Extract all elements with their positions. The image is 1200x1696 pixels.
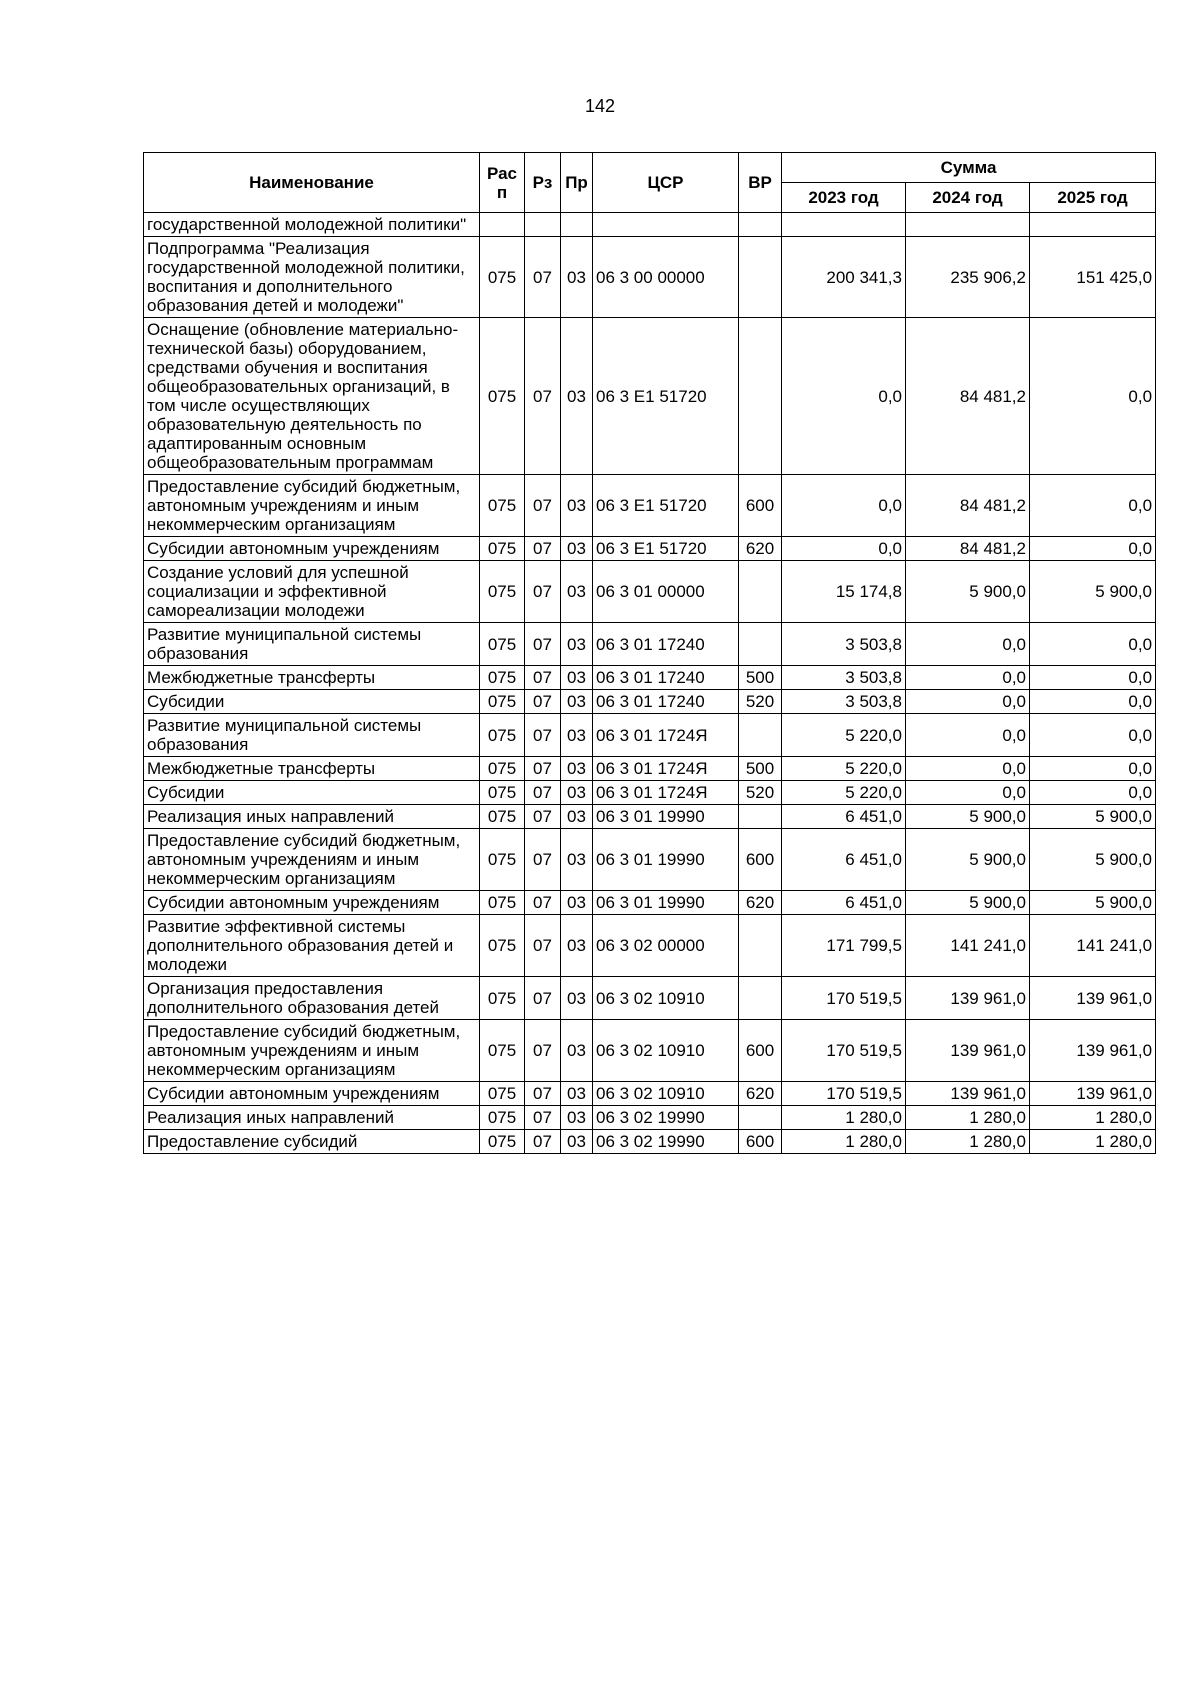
cell-pr: 03 (561, 666, 593, 690)
table-row (144, 318, 1156, 475)
table-row (144, 690, 1156, 714)
cell-sum-2024: 0,0 (906, 714, 1030, 757)
cell-rz: 07 (525, 537, 561, 561)
table-row (144, 213, 1156, 237)
table-row (144, 1130, 1156, 1154)
cell-sum-2023: 171 799,5 (782, 915, 906, 977)
cell-csr: 06 3 01 19990 (593, 891, 739, 915)
cell-rasp (480, 213, 525, 237)
cell-csr: 06 3 E1 51720 (593, 318, 739, 475)
cell-pr: 03 (561, 537, 593, 561)
cell-vr (739, 1106, 782, 1130)
cell-csr: 06 3 01 1724Я (593, 781, 739, 805)
header-year-2025: 2025 год (1030, 183, 1156, 213)
cell-sum-2025: 5 900,0 (1030, 561, 1156, 623)
table-row (144, 1020, 1156, 1082)
cell-sum-2025: 0,0 (1030, 781, 1156, 805)
cell-sum-2024: 0,0 (906, 690, 1030, 714)
header-year-2024: 2024 год (906, 183, 1030, 213)
header-vr: ВР (739, 153, 782, 213)
cell-vr: 600 (739, 1130, 782, 1154)
cell-sum-2023: 0,0 (782, 475, 906, 537)
cell-rasp: 075 (480, 237, 525, 318)
cell-pr (561, 213, 593, 237)
header-rz: Рз (525, 153, 561, 213)
cell-rz: 07 (525, 1082, 561, 1106)
cell-rz: 07 (525, 623, 561, 666)
cell-name: Реализация иных направлений (144, 1106, 480, 1130)
cell-csr: 06 3 01 1724Я (593, 714, 739, 757)
cell-rz: 07 (525, 475, 561, 537)
cell-name: Предоставление субсидий бюджетным, автономным учреждениям и иным некоммерческим организациям (144, 1020, 480, 1082)
cell-rasp: 075 (480, 757, 525, 781)
cell-sum-2024: 5 900,0 (906, 829, 1030, 891)
cell-sum-2025: 141 241,0 (1030, 915, 1156, 977)
cell-name: государственной молодежной политики" (144, 213, 480, 237)
cell-name: Субсидии (144, 781, 480, 805)
cell-name: Создание условий для успешной социализации и эффективной самореализации молодежи (144, 561, 480, 623)
cell-sum-2023: 5 220,0 (782, 714, 906, 757)
cell-sum-2024: 84 481,2 (906, 318, 1030, 475)
cell-pr: 03 (561, 1020, 593, 1082)
cell-vr (739, 623, 782, 666)
cell-sum-2025: 0,0 (1030, 318, 1156, 475)
cell-rasp: 075 (480, 1082, 525, 1106)
cell-sum-2024: 1 280,0 (906, 1130, 1030, 1154)
cell-pr: 03 (561, 714, 593, 757)
cell-sum-2023: 15 174,8 (782, 561, 906, 623)
cell-sum-2024: 0,0 (906, 666, 1030, 690)
cell-vr (739, 561, 782, 623)
cell-pr: 03 (561, 891, 593, 915)
cell-name: Развитие эффективной системы дополнительного образования детей и молодежи (144, 915, 480, 977)
cell-csr (593, 213, 739, 237)
cell-sum-2023: 170 519,5 (782, 1082, 906, 1106)
cell-rasp: 075 (480, 690, 525, 714)
cell-sum-2024: 84 481,2 (906, 537, 1030, 561)
cell-pr: 03 (561, 690, 593, 714)
cell-csr: 06 3 E1 51720 (593, 475, 739, 537)
cell-rasp: 075 (480, 805, 525, 829)
cell-vr: 500 (739, 666, 782, 690)
cell-rz: 07 (525, 237, 561, 318)
cell-sum-2025: 1 280,0 (1030, 1130, 1156, 1154)
cell-rz: 07 (525, 1130, 561, 1154)
header-csr: ЦСР (593, 153, 739, 213)
table-row (144, 714, 1156, 757)
table-row (144, 237, 1156, 318)
cell-sum-2024: 0,0 (906, 781, 1030, 805)
cell-pr: 03 (561, 781, 593, 805)
header-year-2023: 2023 год (782, 183, 906, 213)
table-row (144, 666, 1156, 690)
cell-rz: 07 (525, 714, 561, 757)
cell-pr: 03 (561, 977, 593, 1020)
cell-vr: 620 (739, 537, 782, 561)
cell-rz: 07 (525, 1020, 561, 1082)
cell-pr: 03 (561, 1082, 593, 1106)
cell-sum-2023: 6 451,0 (782, 805, 906, 829)
cell-vr (739, 714, 782, 757)
table-header (144, 153, 1156, 213)
cell-sum-2023: 0,0 (782, 318, 906, 475)
cell-sum-2024: 5 900,0 (906, 561, 1030, 623)
cell-sum-2023: 6 451,0 (782, 891, 906, 915)
cell-vr: 520 (739, 781, 782, 805)
budget-table (143, 152, 1156, 1154)
cell-name: Оснащение (обновление материально-технической базы) оборудованием, средствами обучения и воспитания общеобразовательных организаций, в том числе осуществляющих образовательную деятельность по адаптированным основным общеобразовательным программам (144, 318, 480, 475)
table-body (144, 213, 1156, 1154)
cell-rasp: 075 (480, 781, 525, 805)
cell-pr: 03 (561, 237, 593, 318)
cell-vr (739, 237, 782, 318)
table-row (144, 977, 1156, 1020)
page-number: 142 (584, 96, 616, 116)
cell-rz: 07 (525, 1106, 561, 1130)
table-row (144, 805, 1156, 829)
cell-sum-2025: 139 961,0 (1030, 977, 1156, 1020)
cell-vr (739, 213, 782, 237)
cell-sum-2025: 0,0 (1030, 475, 1156, 537)
cell-sum-2024 (906, 213, 1030, 237)
cell-sum-2024: 0,0 (906, 623, 1030, 666)
cell-csr: 06 3 01 17240 (593, 623, 739, 666)
cell-sum-2023: 5 220,0 (782, 781, 906, 805)
table-row (144, 1082, 1156, 1106)
table-row (144, 757, 1156, 781)
cell-sum-2023: 1 280,0 (782, 1106, 906, 1130)
header-pr: Пр (561, 153, 593, 213)
cell-pr: 03 (561, 1106, 593, 1130)
cell-name: Межбюджетные трансферты (144, 666, 480, 690)
cell-pr: 03 (561, 623, 593, 666)
cell-name: Субсидии автономным учреждениям (144, 891, 480, 915)
cell-sum-2024: 84 481,2 (906, 475, 1030, 537)
cell-sum-2023: 170 519,5 (782, 977, 906, 1020)
cell-vr: 520 (739, 690, 782, 714)
cell-sum-2025: 0,0 (1030, 714, 1156, 757)
cell-csr: 06 3 02 00000 (593, 915, 739, 977)
cell-name: Субсидии (144, 690, 480, 714)
cell-sum-2023: 170 519,5 (782, 1020, 906, 1082)
cell-name: Подпрограмма "Реализация государственной молодежной политики, воспитания и дополнительного образования детей и молодежи" (144, 237, 480, 318)
cell-rz: 07 (525, 666, 561, 690)
cell-rasp: 075 (480, 666, 525, 690)
cell-sum-2025: 139 961,0 (1030, 1082, 1156, 1106)
cell-rz (525, 213, 561, 237)
cell-pr: 03 (561, 475, 593, 537)
cell-sum-2024: 0,0 (906, 757, 1030, 781)
cell-csr: 06 3 02 10910 (593, 1082, 739, 1106)
table-row (144, 623, 1156, 666)
cell-rasp: 075 (480, 537, 525, 561)
cell-sum-2024: 5 900,0 (906, 805, 1030, 829)
cell-rz: 07 (525, 757, 561, 781)
cell-csr: 06 3 02 10910 (593, 977, 739, 1020)
cell-csr: 06 3 02 19990 (593, 1130, 739, 1154)
cell-vr (739, 318, 782, 475)
cell-csr: 06 3 01 17240 (593, 666, 739, 690)
table-row (144, 537, 1156, 561)
cell-rasp: 075 (480, 561, 525, 623)
cell-csr: 06 3 01 17240 (593, 690, 739, 714)
cell-pr: 03 (561, 318, 593, 475)
cell-sum-2023: 5 220,0 (782, 757, 906, 781)
cell-rasp: 075 (480, 318, 525, 475)
cell-sum-2025 (1030, 213, 1156, 237)
cell-pr: 03 (561, 1130, 593, 1154)
cell-sum-2023 (782, 213, 906, 237)
cell-vr (739, 915, 782, 977)
cell-sum-2024: 1 280,0 (906, 1106, 1030, 1130)
cell-csr: 06 3 01 00000 (593, 561, 739, 623)
cell-rz: 07 (525, 781, 561, 805)
cell-sum-2023: 1 280,0 (782, 1130, 906, 1154)
cell-sum-2024: 139 961,0 (906, 1020, 1030, 1082)
cell-csr: 06 3 01 19990 (593, 805, 739, 829)
cell-sum-2025: 0,0 (1030, 623, 1156, 666)
cell-name: Развитие муниципальной системы образования (144, 714, 480, 757)
cell-sum-2023: 3 503,8 (782, 666, 906, 690)
cell-sum-2025: 5 900,0 (1030, 891, 1156, 915)
cell-rz: 07 (525, 915, 561, 977)
cell-csr: 06 3 02 19990 (593, 1106, 739, 1130)
cell-pr: 03 (561, 757, 593, 781)
cell-sum-2025: 5 900,0 (1030, 805, 1156, 829)
cell-vr: 620 (739, 891, 782, 915)
cell-sum-2025: 0,0 (1030, 666, 1156, 690)
cell-sum-2024: 235 906,2 (906, 237, 1030, 318)
cell-sum-2023: 6 451,0 (782, 829, 906, 891)
cell-sum-2023: 0,0 (782, 537, 906, 561)
cell-sum-2024: 139 961,0 (906, 977, 1030, 1020)
cell-rz: 07 (525, 561, 561, 623)
cell-csr: 06 3 01 19990 (593, 829, 739, 891)
cell-vr: 500 (739, 757, 782, 781)
header-sum: Сумма (782, 153, 1156, 183)
cell-sum-2023: 3 503,8 (782, 690, 906, 714)
cell-name: Предоставление субсидий бюджетным, автономным учреждениям и иным некоммерческим организациям (144, 829, 480, 891)
cell-name: Предоставление субсидий бюджетным, автономным учреждениям и иным некоммерческим организациям (144, 475, 480, 537)
cell-rz: 07 (525, 690, 561, 714)
cell-rz: 07 (525, 805, 561, 829)
cell-rasp: 075 (480, 1130, 525, 1154)
cell-csr: 06 3 00 00000 (593, 237, 739, 318)
cell-vr: 620 (739, 1082, 782, 1106)
cell-sum-2023: 200 341,3 (782, 237, 906, 318)
cell-csr: 06 3 02 10910 (593, 1020, 739, 1082)
cell-pr: 03 (561, 561, 593, 623)
table-row (144, 829, 1156, 891)
cell-rz: 07 (525, 977, 561, 1020)
cell-rz: 07 (525, 829, 561, 891)
cell-pr: 03 (561, 915, 593, 977)
table-row (144, 1106, 1156, 1130)
table-row (144, 781, 1156, 805)
table-row (144, 915, 1156, 977)
cell-sum-2025: 0,0 (1030, 690, 1156, 714)
cell-csr: 06 3 E1 51720 (593, 537, 739, 561)
table-row (144, 891, 1156, 915)
table-row (144, 475, 1156, 537)
cell-pr: 03 (561, 829, 593, 891)
cell-rasp: 075 (480, 714, 525, 757)
cell-name: Межбюджетные трансферты (144, 757, 480, 781)
cell-rasp: 075 (480, 1020, 525, 1082)
cell-sum-2024: 5 900,0 (906, 891, 1030, 915)
cell-csr: 06 3 01 1724Я (593, 757, 739, 781)
header-name: Наименование (144, 153, 480, 213)
cell-vr: 600 (739, 1020, 782, 1082)
cell-sum-2025: 151 425,0 (1030, 237, 1156, 318)
cell-name: Субсидии автономным учреждениям (144, 537, 480, 561)
cell-sum-2025: 5 900,0 (1030, 829, 1156, 891)
cell-sum-2024: 141 241,0 (906, 915, 1030, 977)
cell-sum-2024: 139 961,0 (906, 1082, 1030, 1106)
cell-vr: 600 (739, 475, 782, 537)
cell-rasp: 075 (480, 1106, 525, 1130)
cell-name: Организация предоставления дополнительного образования детей (144, 977, 480, 1020)
cell-sum-2025: 1 280,0 (1030, 1106, 1156, 1130)
cell-name: Реализация иных направлений (144, 805, 480, 829)
cell-rasp: 075 (480, 623, 525, 666)
cell-rasp: 075 (480, 915, 525, 977)
cell-rasp: 075 (480, 891, 525, 915)
cell-sum-2025: 139 961,0 (1030, 1020, 1156, 1082)
cell-sum-2023: 3 503,8 (782, 623, 906, 666)
cell-rz: 07 (525, 891, 561, 915)
cell-name: Развитие муниципальной системы образования (144, 623, 480, 666)
header-rasp: Рас п (480, 153, 525, 213)
cell-rasp: 075 (480, 977, 525, 1020)
table-row (144, 561, 1156, 623)
cell-vr (739, 977, 782, 1020)
cell-name: Субсидии автономным учреждениям (144, 1082, 480, 1106)
cell-vr: 600 (739, 829, 782, 891)
cell-vr (739, 805, 782, 829)
cell-name: Предоставление субсидий (144, 1130, 480, 1154)
cell-rasp: 075 (480, 475, 525, 537)
cell-sum-2025: 0,0 (1030, 537, 1156, 561)
cell-pr: 03 (561, 805, 593, 829)
cell-sum-2025: 0,0 (1030, 757, 1156, 781)
cell-rz: 07 (525, 318, 561, 475)
cell-rasp: 075 (480, 829, 525, 891)
